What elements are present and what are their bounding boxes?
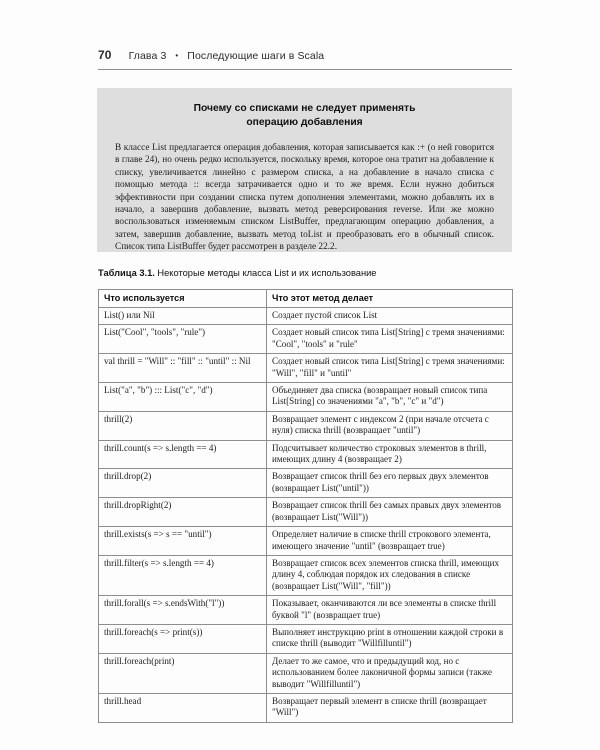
table-cell-usage: thrill(2) (99, 411, 267, 440)
table-cell-usage: thrill.dropRight(2) (99, 498, 267, 527)
table-caption-text: Некоторые методы класса List и их использование (154, 268, 377, 278)
table-cell-usage: thrill.foreach(print) (99, 653, 267, 693)
table-cell-usage: List("a", "b") ::: List("c", "d") (99, 383, 267, 412)
table-cell-description: Объединяет два списка (возвращает новый список типа List[String] со значениями "a", "b", "c" и "d") (267, 383, 513, 412)
table-header-row (99, 290, 513, 308)
table-row (99, 555, 513, 595)
table-cell-description: Возвращает список всех элементов списка thrill, имеющих длину 4, соблюдая порядок их следования в списке (возвращает List("Will", "fill")) (267, 555, 513, 595)
methods-table (98, 289, 513, 723)
table-cell-description: Делает то же самое, что и предыдущий код, но с использованием более лаконичной формы записи (также выводит "Willfilluntil") (267, 653, 513, 693)
chapter-label: Глава 3 (128, 50, 167, 62)
table-row (99, 411, 513, 440)
table-row (99, 354, 513, 383)
table-row (99, 325, 513, 354)
table-row (99, 440, 513, 469)
table-cell-description: Подсчитывает количество строковых элементов в thrill, имеющих длину 4 (возвращает 2) (267, 440, 513, 469)
table-cell-description: Выполняет инструкцию print в отношении каждой строки в списке thrill (выводит "Willfilluntil") (267, 624, 513, 653)
table-cell-description: Возвращает список thrill без самых правых двух элементов (возвращает List("Will")) (267, 498, 513, 527)
sidebar-note-body: В классе List предлагается операция добавления, которая записывается как :+ (о ней говорится в главе 24), но очень редко используется, поскольку время, которое она тратит на добавление к списку, увеличивается линейно с размером списка, а на добавление в начало списка с помощью метода :: всегда затрачивается одно и то же время. Если нужно добиться эффективности при создании списка путем дополнения элементами, можно добавлять их в начало, а завершив добавление, вызвать метод реверсирования reverse. Или же можно воспользоваться изменяемым списком ListBuffer, предлагающим операцию добавления, а затем, завершив добавление, вызвать метод toList и преобразовать его в обычный список. Список типа ListBuffer будет рассмотрен в разделе 22.2. (115, 143, 494, 253)
table-cell-description: Показывает, оканчиваются ли все элементы в списке thrill буквой "l" (возвращает true) (267, 596, 513, 625)
table-row (99, 469, 513, 498)
table-cell-usage: val thrill = "Will" :: "fill" :: "until" :: Nil (99, 354, 267, 383)
table-row (99, 693, 513, 722)
table-body (99, 308, 513, 723)
running-head (98, 48, 512, 62)
page-number: 70 (98, 48, 112, 62)
table-cell-usage: thrill.forall(s => s.endsWith("l")) (99, 596, 267, 625)
table-cell-usage: List() или Nil (99, 308, 267, 325)
table-row (99, 653, 513, 693)
methods-table-wrap (98, 289, 512, 723)
table-cell-usage: thrill.foreach(s => print(s)) (99, 624, 267, 653)
table-cell-usage: thrill.count(s => s.length == 4) (99, 440, 267, 469)
table-cell-usage: List("Cool", "tools", "rule") (99, 325, 267, 354)
sidebar-note-title (127, 102, 482, 130)
table-row (99, 624, 513, 653)
table-row (99, 527, 513, 556)
table-cell-usage: thrill.filter(s => s.length == 4) (99, 555, 267, 595)
table-row (99, 308, 513, 325)
sidebar-note-title-line2: операцию добавления (246, 117, 363, 128)
table-cell-description: Создает новый список типа List[String] с тремя значениями: "Cool", "tools" и "rule" (267, 325, 513, 354)
table-cell-description: Возвращает список thrill без его первых двух элементов (возвращает List("until")) (267, 469, 513, 498)
table-row (99, 498, 513, 527)
table-cell-usage: thrill.head (99, 693, 267, 722)
sidebar-note-box (97, 88, 512, 252)
bullet-separator-icon: • (175, 51, 179, 60)
table-cell-description: Создает новый список типа List[String] с тремя значениями: "Will", "fill" и "until" (267, 354, 513, 383)
table-cell-description: Возвращает первый элемент в списке thrill (возвращает "Will") (267, 693, 513, 722)
table-caption (98, 268, 512, 278)
header-divider (98, 69, 512, 70)
chapter-title: Последующие шаги в Scala (187, 50, 325, 62)
table-cell-description: Возвращает элемент с индексом 2 (при начале отсчета с нуля) списка thrill (возвращает "until") (267, 411, 513, 440)
table-cell-description: Создает пустой список List (267, 308, 513, 325)
table-row (99, 383, 513, 412)
table-cell-usage: thrill.exists(s => s == "until") (99, 527, 267, 556)
table-row (99, 596, 513, 625)
table-cell-description: Определяет наличие в списке thrill строкового элемента, имеющего значение "until" (возвращает true) (267, 527, 513, 556)
table-cell-usage: thrill.drop(2) (99, 469, 267, 498)
table-caption-label: Таблица 3.1. (98, 268, 155, 278)
table-header-usage: Что используется (99, 290, 267, 308)
table-header-description: Что этот метод делает (267, 290, 513, 308)
sidebar-note-title-line1: Почему со списками не следует применять (193, 103, 416, 114)
